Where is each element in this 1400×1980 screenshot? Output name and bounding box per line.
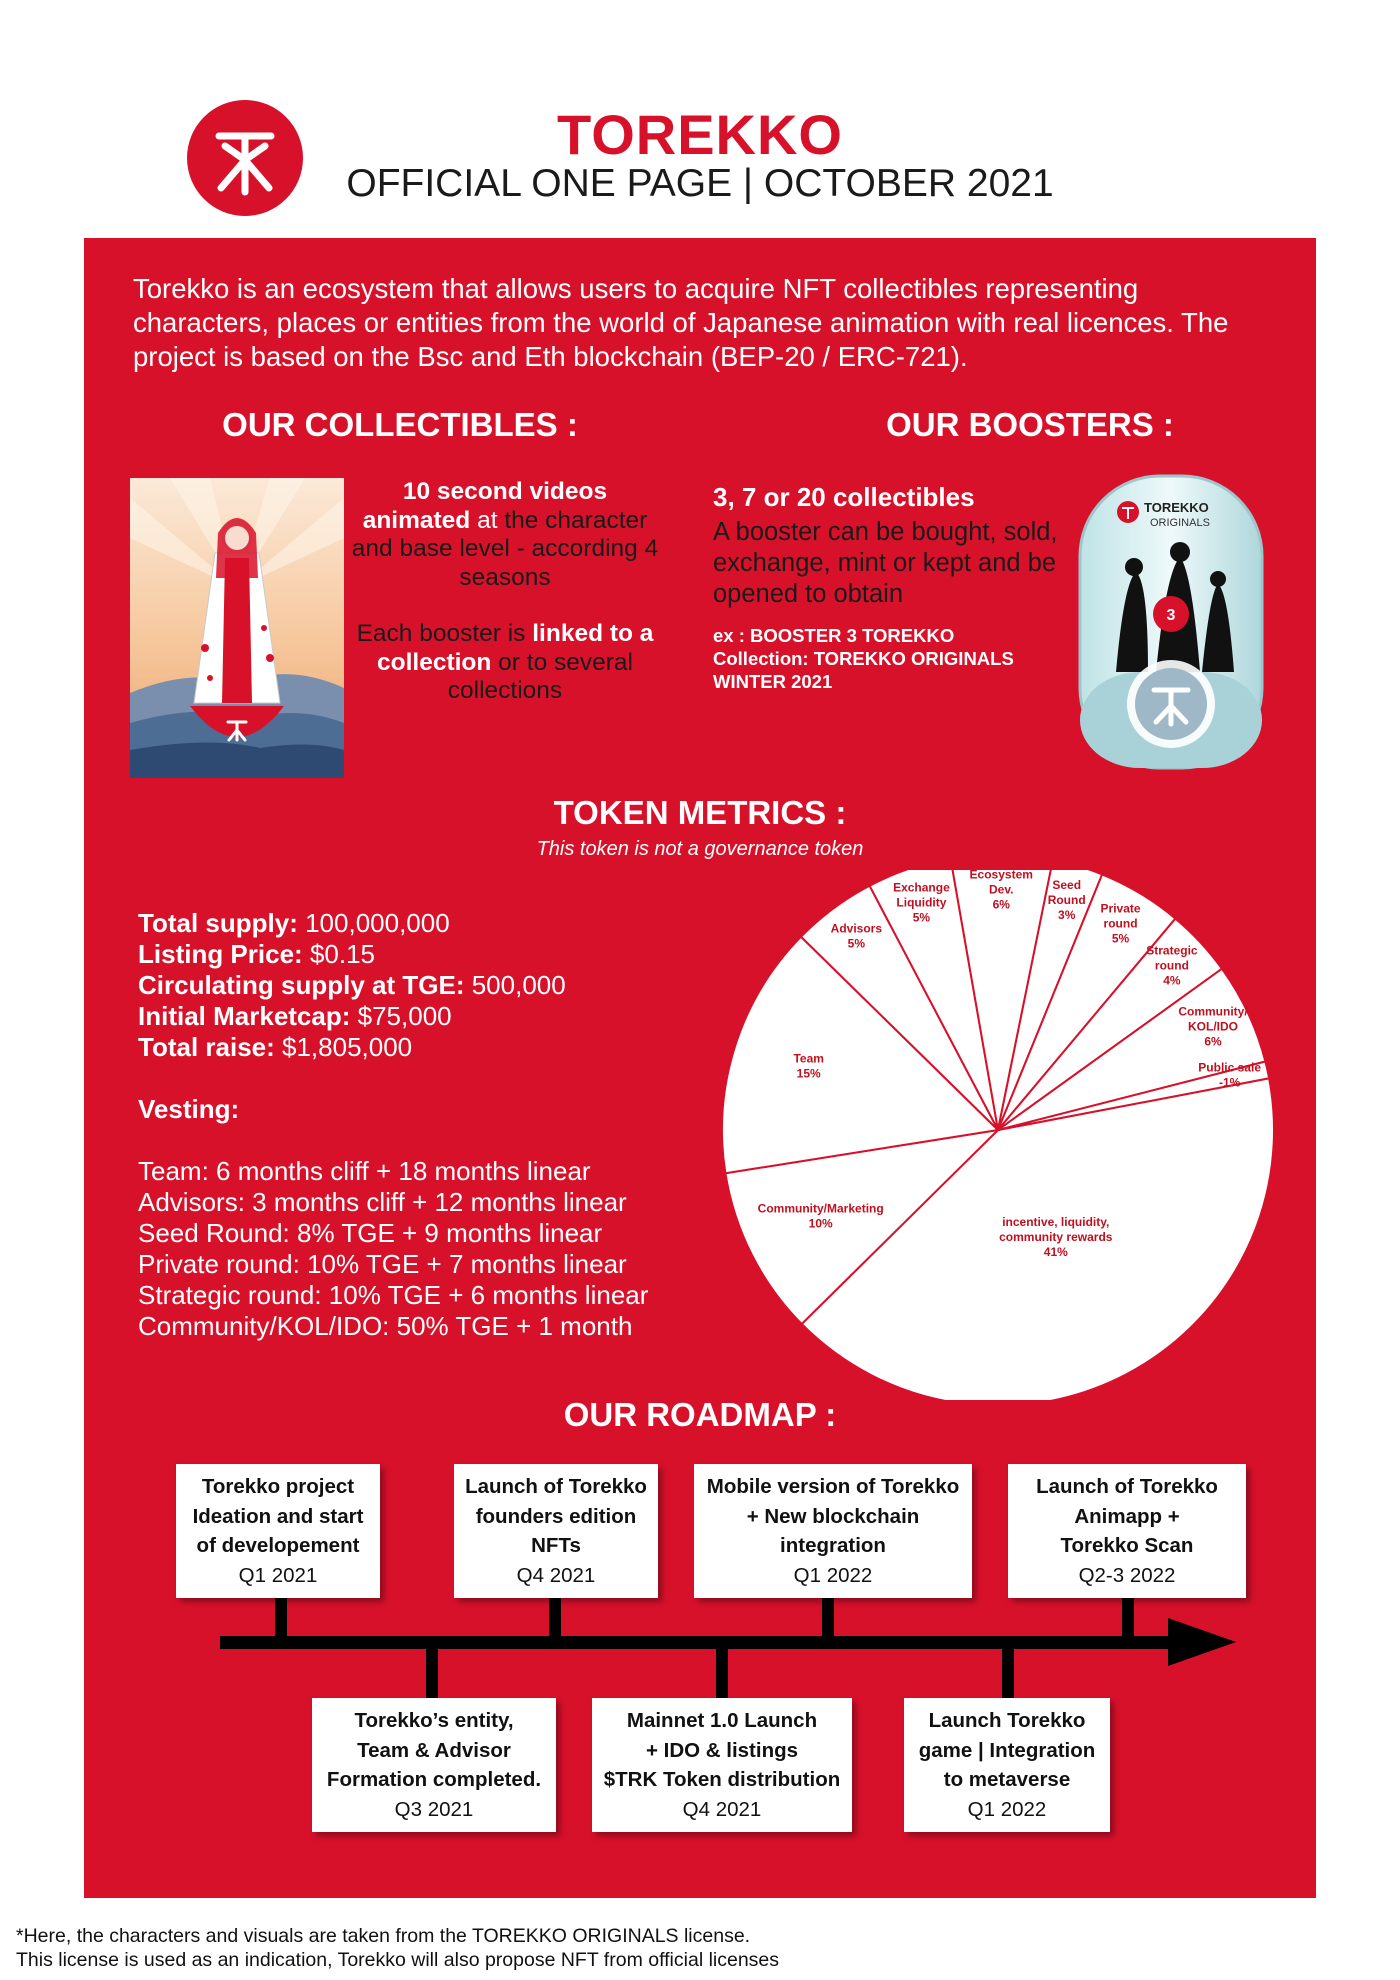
vesting-item: Community/KOL/IDO: 50% TGE + 1 month: [138, 1311, 633, 1341]
vesting-item: Seed Round: 8% TGE + 9 months linear: [138, 1218, 603, 1248]
brand-title: TOREKKO: [557, 103, 843, 166]
circ-label: Circulating supply at TGE:: [138, 970, 465, 1000]
milestone-q1-2021: [176, 1464, 380, 1598]
token-note: This token is not a governance token: [536, 838, 864, 860]
footnote: [16, 1924, 1216, 1972]
intro-text: Torekko is an ecosystem that allows users to acquire NFT collectibles representing characters, places or entities from the world of Japanese animation with real licences. The project is based on the Bsc and Eth blockchain (BEP-20 / ERC-721).: [133, 273, 1229, 372]
collectibles-description: [350, 478, 660, 706]
raise-label: Total raise:: [138, 1032, 275, 1062]
pie-slice-label: incentive, liquidity, community rewards 41%: [999, 1214, 1113, 1259]
milestone-line: integration: [780, 1534, 886, 1557]
pie-slice-label: Private round 5%: [1100, 901, 1141, 946]
milestone-q1-2022-game: [904, 1698, 1110, 1832]
connector: [275, 1598, 287, 1646]
footnote-line-2: This license is used as an indication, Torekko will also propose NFT from official licenses: [16, 1949, 780, 1971]
pie-slice-label: Strategic round 4%: [1146, 943, 1198, 988]
milestone-line: + New blockchain: [746, 1504, 920, 1528]
supply-label: Total supply:: [138, 908, 298, 938]
mcap-value: $75,000: [357, 1001, 452, 1031]
milestone-line: Animapp +: [1074, 1504, 1180, 1528]
milestone-line: Torekko project: [201, 1475, 355, 1498]
raise-value: $1,805,000: [282, 1032, 413, 1062]
milestone-line: NFTs: [531, 1534, 581, 1557]
pie-slice-label: Team 15%: [793, 1051, 824, 1081]
milestone-quarter: Q4 2021: [682, 1797, 762, 1821]
collect-p1d: the character and base level - according 4 seasons: [351, 506, 659, 591]
vesting-list: [138, 1156, 738, 1342]
booster-capsule-image: [1076, 472, 1266, 772]
milestone-quarter: Q3 2021: [394, 1797, 474, 1821]
collect-p1a: 10 second videos: [402, 478, 608, 505]
booster-example-3: WINTER 2021: [713, 671, 833, 692]
milestone-quarter: Q1 2022: [967, 1797, 1047, 1821]
milestone-line: Mobile version of Torekko: [706, 1475, 960, 1498]
boosters-lead: 3, 7 or 20 collectibles: [713, 482, 975, 512]
collectibles-heading: OUR COLLECTIBLES :: [222, 406, 578, 443]
pie-slice-label: Community/Marketing 10%: [757, 1201, 884, 1231]
capsule-number: 3: [1166, 607, 1176, 624]
milestone-line: Team & Advisor: [357, 1738, 511, 1762]
connector: [1002, 1646, 1014, 1698]
milestone-line: Torekko’s entity,: [354, 1709, 514, 1732]
vesting-item: Strategic round: 10% TGE + 6 months linear: [138, 1280, 649, 1310]
milestone-line: Mainnet 1.0 Launch: [626, 1709, 818, 1732]
page-subtitle: OFFICIAL ONE PAGE | OCTOBER 2021: [346, 162, 1054, 205]
milestone-quarter: Q1 2022: [793, 1563, 873, 1587]
booster-example-1: ex : BOOSTER 3 TOREKKO: [713, 625, 955, 646]
connector: [716, 1646, 728, 1698]
milestone-line: Launch Torekko: [928, 1709, 1086, 1732]
milestone-line: game | Integration: [918, 1738, 1096, 1762]
price-label: Listing Price:: [138, 939, 303, 969]
roadmap-timeline-arrow: [218, 1608, 1238, 1678]
vesting-item: Advisors: 3 months cliff + 12 months linear: [138, 1187, 627, 1217]
milestone-quarter: Q4 2021: [516, 1563, 596, 1587]
collect-p1c: at: [477, 506, 498, 534]
milestone-q4-2021-nfts: [454, 1464, 658, 1598]
pie-slice-label: Ecosystem Dev. 6%: [969, 870, 1033, 912]
boosters-body: A booster can be bought, sold, exchange, mint or kept and be opened to obtain: [713, 518, 1058, 608]
token-metrics-list: [138, 908, 738, 1342]
footnote-line-1: *Here, the characters and visuals are taken from the TOREKKO ORIGINALS license.: [16, 1925, 751, 1947]
capsule-sub: ORIGINALS: [1150, 517, 1210, 529]
milestone-q3-2021: [312, 1698, 556, 1832]
milestone-q2-3-2022: [1008, 1464, 1246, 1598]
token-metrics-heading: TOKEN METRICS :: [553, 794, 847, 831]
vesting-heading: Vesting:: [138, 1094, 240, 1124]
milestone-line: Launch of Torekko: [465, 1475, 647, 1498]
supply-value: 100,000,000: [305, 908, 450, 938]
milestone-line: of developement: [196, 1534, 360, 1557]
collect-p2b: linked to a collection: [377, 620, 654, 676]
milestone-line: Ideation and start: [192, 1504, 364, 1528]
pie-slice-label: Seed Round 3%: [1047, 877, 1086, 922]
circ-value: 500,000: [471, 970, 566, 1000]
milestone-line: Formation completed.: [326, 1768, 542, 1791]
pie-slice-label: Community/ KOL/IDO 6%: [1178, 1004, 1248, 1049]
milestone-q1-2022-mobile: [694, 1464, 972, 1598]
pie-slice-label: Advisors 5%: [830, 921, 883, 951]
vesting-item: Team: 6 months cliff + 18 months linear: [138, 1156, 591, 1186]
milestone-quarter: Q1 2021: [238, 1563, 318, 1587]
boosters-description: [713, 482, 1063, 693]
connector: [426, 1646, 438, 1698]
torekko-logo-icon: [185, 98, 305, 218]
collect-p1b: animated: [362, 506, 471, 534]
price-value: $0.15: [309, 939, 376, 969]
milestone-quarter: Q2-3 2022: [1078, 1563, 1176, 1587]
mcap-label: Initial Marketcap:: [138, 1001, 351, 1031]
boosters-heading: OUR BOOSTERS :: [886, 406, 1174, 443]
pie-slice-label: Exchange Liquidity 5%: [893, 880, 950, 925]
milestone-line: to metaverse: [943, 1768, 1071, 1791]
milestone-line: Launch of Torekko: [1036, 1475, 1218, 1498]
connector: [1122, 1598, 1134, 1646]
milestone-line: Torekko Scan: [1060, 1534, 1194, 1557]
connector: [549, 1598, 561, 1646]
capsule-brand: TOREKKO: [1144, 500, 1209, 515]
milestone-line: $TRK Token distribution: [603, 1768, 841, 1791]
token-distribution-pie-chart: [718, 870, 1282, 1400]
booster-example-2: Collection: TOREKKO ORIGINALS: [713, 648, 1014, 669]
milestone-q4-2021-mainnet: [592, 1698, 852, 1832]
milestone-line: founders edition: [475, 1504, 637, 1528]
roadmap-heading: OUR ROADMAP :: [563, 1396, 837, 1433]
collect-p2c: or to several collections: [447, 648, 633, 704]
vesting-item: Private round: 10% TGE + 7 months linear: [138, 1249, 627, 1279]
connector: [822, 1598, 834, 1646]
milestone-line: + IDO & listings: [645, 1738, 799, 1762]
collectible-card-image: [130, 478, 344, 778]
collect-p2a: Each booster is: [356, 620, 526, 647]
pie-slice-label: Public sale -1%: [1198, 1060, 1262, 1090]
